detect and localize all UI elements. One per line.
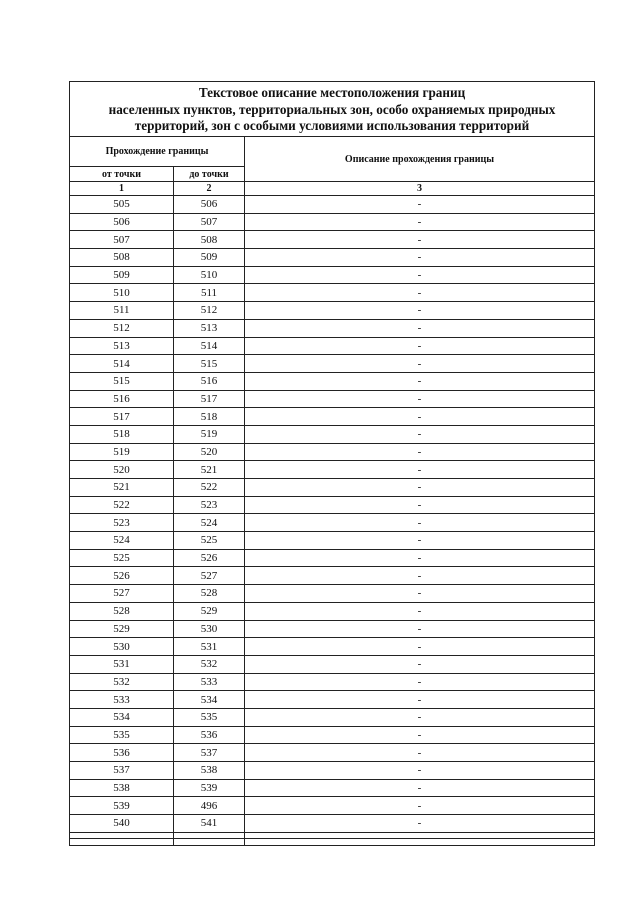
to-point-cell: 527 bbox=[174, 567, 245, 585]
to-point-cell: 537 bbox=[174, 744, 245, 762]
table-row bbox=[70, 762, 595, 780]
table-row bbox=[70, 249, 595, 267]
table-row bbox=[70, 443, 595, 461]
empty-cell bbox=[174, 832, 245, 845]
description-cell: - bbox=[245, 266, 595, 284]
table-row bbox=[70, 337, 595, 355]
from-point-cell: 513 bbox=[70, 337, 174, 355]
from-point-cell: 527 bbox=[70, 585, 174, 603]
description-cell: - bbox=[245, 655, 595, 673]
column-number-2: 2 bbox=[174, 182, 245, 196]
table-row bbox=[70, 355, 595, 373]
table-row bbox=[70, 744, 595, 762]
to-point-cell: 510 bbox=[174, 266, 245, 284]
table-row bbox=[70, 815, 595, 833]
table-row bbox=[70, 708, 595, 726]
table-row bbox=[70, 319, 595, 337]
to-point-cell: 535 bbox=[174, 708, 245, 726]
description-cell: - bbox=[245, 797, 595, 815]
to-point-cell: 506 bbox=[174, 196, 245, 214]
from-point-cell: 524 bbox=[70, 532, 174, 550]
description-cell: - bbox=[245, 479, 595, 497]
description-cell: - bbox=[245, 744, 595, 762]
to-point-cell: 512 bbox=[174, 302, 245, 320]
table-row bbox=[70, 638, 595, 656]
description-cell: - bbox=[245, 708, 595, 726]
title-line-1: Текстовое описание местоположения границ bbox=[198, 85, 466, 100]
description-cell: - bbox=[245, 762, 595, 780]
from-point-cell: 526 bbox=[70, 567, 174, 585]
table-row bbox=[70, 461, 595, 479]
from-point-cell: 510 bbox=[70, 284, 174, 302]
description-cell: - bbox=[245, 408, 595, 426]
to-point-header: до точки bbox=[174, 167, 245, 182]
from-point-cell: 532 bbox=[70, 673, 174, 691]
table-row bbox=[70, 655, 595, 673]
from-point-cell: 505 bbox=[70, 196, 174, 214]
from-point-cell: 535 bbox=[70, 726, 174, 744]
from-point-cell: 537 bbox=[70, 762, 174, 780]
to-point-cell: 516 bbox=[174, 372, 245, 390]
description-cell: - bbox=[245, 461, 595, 479]
from-point-cell: 539 bbox=[70, 797, 174, 815]
description-cell: - bbox=[245, 231, 595, 249]
description-cell: - bbox=[245, 585, 595, 603]
description-cell: - bbox=[245, 372, 595, 390]
table-row bbox=[70, 284, 595, 302]
description-cell: - bbox=[245, 337, 595, 355]
title-line-3: территорий, зон с особыми условиями использования территорий bbox=[134, 118, 530, 133]
from-point-cell: 536 bbox=[70, 744, 174, 762]
empty-cell bbox=[70, 832, 174, 845]
title-line-2: населенных пунктов, территориальных зон, особо охраняемых природных bbox=[108, 101, 556, 117]
table-row bbox=[70, 532, 595, 550]
boundary-table bbox=[69, 136, 595, 846]
description-cell: - bbox=[245, 355, 595, 373]
description-cell: - bbox=[245, 284, 595, 302]
table-row bbox=[70, 408, 595, 426]
description-cell: - bbox=[245, 779, 595, 797]
from-point-cell: 520 bbox=[70, 461, 174, 479]
to-point-cell: 522 bbox=[174, 479, 245, 497]
description-cell: - bbox=[245, 496, 595, 514]
to-point-cell: 528 bbox=[174, 585, 245, 603]
description-cell: - bbox=[245, 196, 595, 214]
table-row bbox=[70, 691, 595, 709]
table-body bbox=[70, 196, 595, 833]
to-point-cell: 541 bbox=[174, 815, 245, 833]
passage-header: Прохождение границы bbox=[70, 137, 245, 167]
document-title bbox=[70, 82, 594, 137]
description-cell: - bbox=[245, 549, 595, 567]
to-point-cell: 513 bbox=[174, 319, 245, 337]
description-cell: - bbox=[245, 532, 595, 550]
from-point-cell: 538 bbox=[70, 779, 174, 797]
from-point-cell: 516 bbox=[70, 390, 174, 408]
to-point-cell: 534 bbox=[174, 691, 245, 709]
table-row bbox=[70, 726, 595, 744]
to-point-cell: 524 bbox=[174, 514, 245, 532]
to-point-cell: 523 bbox=[174, 496, 245, 514]
to-point-cell: 536 bbox=[174, 726, 245, 744]
to-point-cell: 530 bbox=[174, 620, 245, 638]
description-cell: - bbox=[245, 213, 595, 231]
from-point-cell: 530 bbox=[70, 638, 174, 656]
table-row bbox=[70, 372, 595, 390]
from-point-cell: 508 bbox=[70, 249, 174, 267]
description-cell: - bbox=[245, 638, 595, 656]
column-number-1: 1 bbox=[70, 182, 174, 196]
from-point-cell: 512 bbox=[70, 319, 174, 337]
description-cell: - bbox=[245, 302, 595, 320]
to-point-cell: 496 bbox=[174, 797, 245, 815]
description-cell: - bbox=[245, 514, 595, 532]
table-row bbox=[70, 425, 595, 443]
from-point-cell: 531 bbox=[70, 655, 174, 673]
table-row bbox=[70, 585, 595, 603]
to-point-cell: 525 bbox=[174, 532, 245, 550]
from-point-cell: 525 bbox=[70, 549, 174, 567]
from-point-cell: 533 bbox=[70, 691, 174, 709]
table-row bbox=[70, 496, 595, 514]
empty-cell bbox=[245, 832, 595, 845]
from-point-cell: 540 bbox=[70, 815, 174, 833]
boundary-description-table-frame bbox=[69, 81, 595, 839]
description-cell: - bbox=[245, 620, 595, 638]
from-point-cell: 511 bbox=[70, 302, 174, 320]
from-point-cell: 534 bbox=[70, 708, 174, 726]
description-cell: - bbox=[245, 425, 595, 443]
table-row bbox=[70, 479, 595, 497]
to-point-cell: 507 bbox=[174, 213, 245, 231]
to-point-cell: 532 bbox=[174, 655, 245, 673]
table-row bbox=[70, 673, 595, 691]
from-point-cell: 507 bbox=[70, 231, 174, 249]
to-point-cell: 508 bbox=[174, 231, 245, 249]
to-point-cell: 519 bbox=[174, 425, 245, 443]
to-point-cell: 514 bbox=[174, 337, 245, 355]
table-row bbox=[70, 797, 595, 815]
to-point-cell: 521 bbox=[174, 461, 245, 479]
from-point-cell: 523 bbox=[70, 514, 174, 532]
to-point-cell: 509 bbox=[174, 249, 245, 267]
description-header: Описание прохождения границы bbox=[245, 137, 595, 182]
description-cell: - bbox=[245, 602, 595, 620]
description-cell: - bbox=[245, 567, 595, 585]
table-row bbox=[70, 196, 595, 214]
description-cell: - bbox=[245, 691, 595, 709]
from-point-cell: 519 bbox=[70, 443, 174, 461]
table-row bbox=[70, 514, 595, 532]
from-point-cell: 515 bbox=[70, 372, 174, 390]
description-cell: - bbox=[245, 673, 595, 691]
table-row bbox=[70, 302, 595, 320]
from-point-header: от точки bbox=[70, 167, 174, 182]
from-point-cell: 521 bbox=[70, 479, 174, 497]
description-cell: - bbox=[245, 443, 595, 461]
to-point-cell: 539 bbox=[174, 779, 245, 797]
from-point-cell: 522 bbox=[70, 496, 174, 514]
to-point-cell: 520 bbox=[174, 443, 245, 461]
description-cell: - bbox=[245, 390, 595, 408]
description-cell: - bbox=[245, 249, 595, 267]
from-point-cell: 517 bbox=[70, 408, 174, 426]
description-cell: - bbox=[245, 726, 595, 744]
table-row bbox=[70, 390, 595, 408]
from-point-cell: 528 bbox=[70, 602, 174, 620]
to-point-cell: 538 bbox=[174, 762, 245, 780]
table-row bbox=[70, 549, 595, 567]
column-number-3: 3 bbox=[245, 182, 595, 196]
table-row bbox=[70, 567, 595, 585]
description-cell: - bbox=[245, 815, 595, 833]
to-point-cell: 518 bbox=[174, 408, 245, 426]
to-point-cell: 515 bbox=[174, 355, 245, 373]
from-point-cell: 509 bbox=[70, 266, 174, 284]
from-point-cell: 529 bbox=[70, 620, 174, 638]
to-point-cell: 529 bbox=[174, 602, 245, 620]
to-point-cell: 517 bbox=[174, 390, 245, 408]
table-row bbox=[70, 620, 595, 638]
description-cell: - bbox=[245, 319, 595, 337]
table-row bbox=[70, 602, 595, 620]
to-point-cell: 533 bbox=[174, 673, 245, 691]
to-point-cell: 526 bbox=[174, 549, 245, 567]
table-row bbox=[70, 231, 595, 249]
to-point-cell: 511 bbox=[174, 284, 245, 302]
from-point-cell: 506 bbox=[70, 213, 174, 231]
table-row bbox=[70, 779, 595, 797]
from-point-cell: 518 bbox=[70, 425, 174, 443]
table-row bbox=[70, 266, 595, 284]
to-point-cell: 531 bbox=[174, 638, 245, 656]
from-point-cell: 514 bbox=[70, 355, 174, 373]
table-row bbox=[70, 213, 595, 231]
empty-row bbox=[70, 832, 595, 845]
